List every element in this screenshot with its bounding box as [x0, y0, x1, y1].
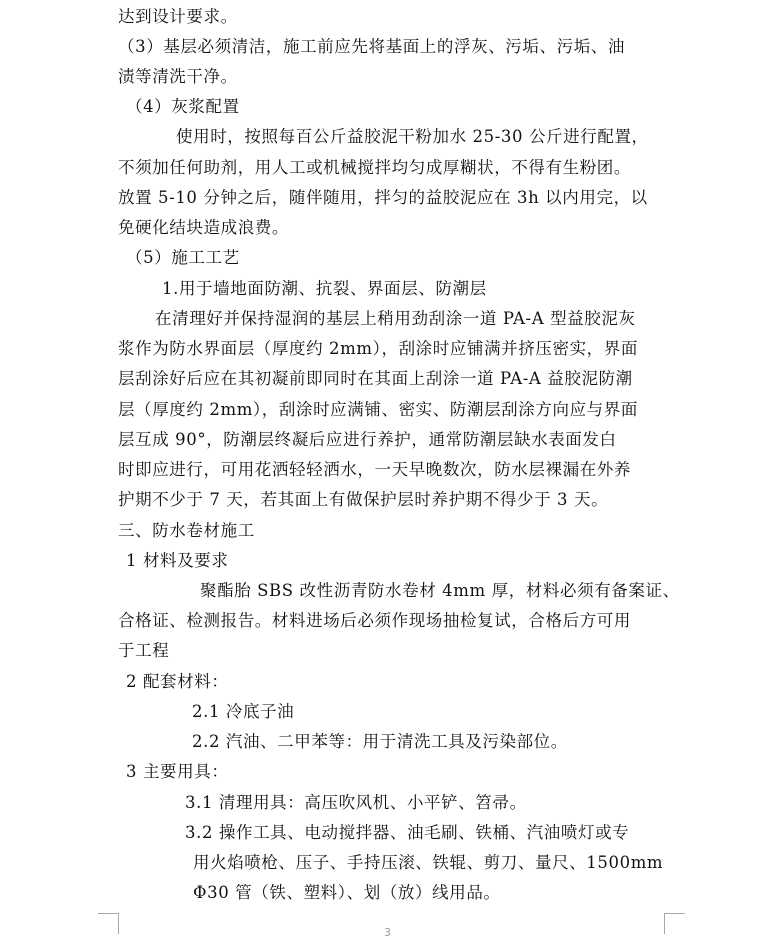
text-line-3: 渍等清洗干净。 — [118, 67, 238, 86]
text-line-18: 三、防水卷材施工 — [118, 521, 255, 540]
text-line-12: 浆作为防水界面层（厚度约 2mm），刮涂时应铺满并挤压密实，界面 — [118, 339, 638, 358]
text-line-8: 免硬化结块造成浪费。 — [118, 218, 289, 237]
text-line-24: 2.1 冷底子油 — [192, 702, 295, 721]
text-line-19: 1 材料及要求 — [126, 551, 229, 570]
text-line-29: 用火焰喷枪、压子、手持压滚、铁辊、剪刀、量尺、1500mm — [193, 853, 664, 872]
text-line-25: 2.2 汽油、二甲苯等：用于清洗工具及污染部位。 — [192, 732, 568, 751]
page-corner-mark-right — [664, 913, 685, 934]
text-line-28: 3.2 操作工具、电动搅拌器、油毛刷、铁桶、汽油喷灯或专 — [185, 823, 630, 842]
text-line-9: （5）施工工艺 — [126, 248, 240, 267]
text-line-16: 时即应进行，可用花洒轻轻洒水，一天早晚数次，防水层裸漏在外养 — [118, 460, 631, 479]
text-line-26: 3 主要用具： — [126, 762, 229, 781]
text-line-23: 2 配套材料： — [126, 672, 229, 691]
text-line-6: 不须加任何助剂，用人工或机械搅拌均匀成厚糊状，不得有生粉团。 — [118, 158, 631, 177]
text-line-7: 放置 5-10 分钟之后，随伴随用，拌匀的益胶泥应在 3h 以内用完，以 — [118, 188, 648, 207]
text-line-20: 聚酯胎 SBS 改性沥青防水卷材 4mm 厚，材料必须有备案证、 — [200, 581, 680, 600]
text-line-30: Φ30 管（铁、塑料）、划（放）线用品。 — [193, 883, 501, 902]
text-line-14: 层（厚度约 2mm），刮涂时应满铺、密实、防潮层刮涂方向应与界面 — [118, 400, 638, 419]
text-line-15: 层互成 90°，防潮层终凝后应进行养护，通常防潮层缺水表面发白 — [118, 430, 617, 449]
page-number: 3 — [384, 926, 391, 939]
text-line-13: 层刮涂好后应在其初凝前即同时在其面上刮涂一道 PA-A 益胶泥防潮 — [118, 369, 633, 388]
text-line-22: 于工程 — [118, 641, 170, 660]
text-line-27: 3.1 清理用具：高压吹风机、小平铲、笤帚。 — [185, 793, 527, 812]
text-line-5: 使用时，按照每百公斤益胶泥干粉加水 25-30 公斤进行配置， — [176, 127, 649, 146]
text-line-1: 达到设计要求。 — [118, 7, 238, 26]
text-line-21: 合格证、检测报告。材料进场后必须作现场抽检复试，合格后方可用 — [118, 611, 631, 630]
page-corner-mark-left — [98, 913, 119, 934]
text-line-11: 在清理好并保持湿润的基层上稍用劲刮涂一道 PA-A 型益胶泥灰 — [155, 309, 636, 328]
text-line-17: 护期不少于 7 天，若其面上有做保护层时养护期不得少于 3 天。 — [118, 490, 609, 509]
text-line-10: 1.用于墙地面防潮、抗裂、界面层、防潮层 — [162, 279, 487, 298]
text-line-4: （4）灰浆配置 — [126, 97, 240, 116]
text-line-2: （3）基层必须清洁，施工前应先将基面上的浮灰、污垢、污垢、油 — [118, 37, 625, 56]
